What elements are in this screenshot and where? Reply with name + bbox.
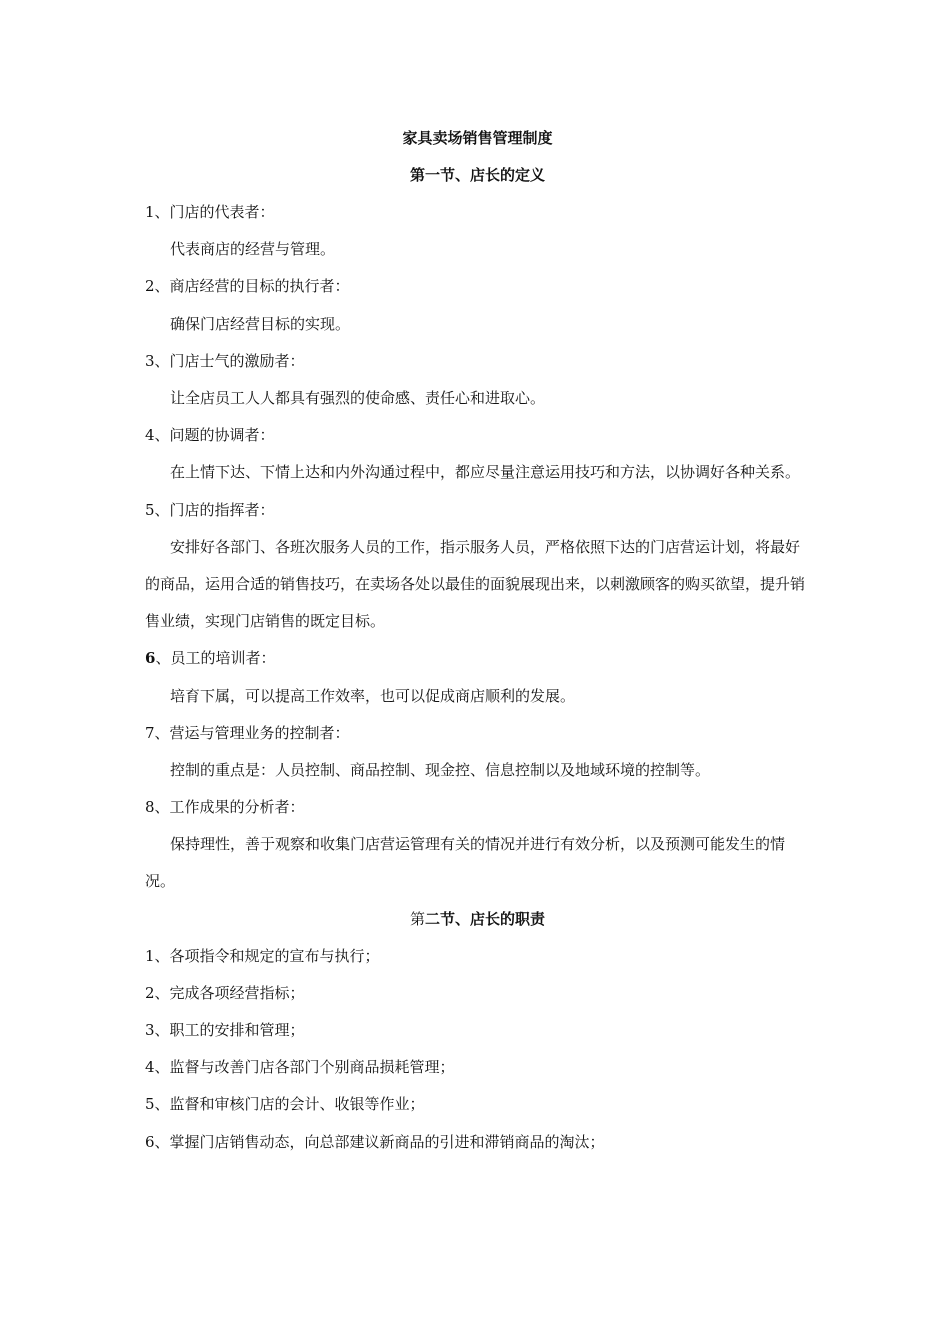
item-4-body: 在上情下达、下情上达和内外沟通过程中，都应尽量注意运用技巧和方法，以协调好各种关系。 (170, 463, 801, 482)
item-7-body: 控制的重点是：人员控制、商品控制、现金控、信息控制以及地域环境的控制等。 (170, 760, 711, 779)
item-2-body: 确保门店经营目标的实现。 (170, 314, 351, 333)
item-1-body: 代表商店的经营与管理。 (170, 240, 336, 259)
document-body (145, 120, 810, 1161)
duty-2: 2、完成各项经营指标； (145, 983, 305, 1002)
item-8-body: 保持理性，善于观察和收集门店营运管理有关的情况并进行有效分析，以及预测可能发生的情况。 (145, 835, 786, 891)
item-6-heading-text: 、员工的培训者： (155, 649, 276, 668)
duty-1: 1、各项指令和规定的宣布与执行； (145, 946, 380, 965)
item-3-body: 让全店员工人人都具有强烈的使命感、责任心和进取心。 (170, 388, 546, 407)
item-4-heading: 4、问题的协调者： (145, 426, 275, 445)
item-5-body: 安排好各部门、各班次服务人员的工作，指示服务人员，严格依照下达的门店营运计划，将最好的商品，运用合适的销售技巧，在卖场各处以最佳的面貌展现出来，以刺激顾客的购买欲望，提升销售业绩，实现门店销售的既定目标。 (145, 537, 806, 631)
section-1-title: 第一节、店长的定义 (409, 166, 545, 184)
section-2-title-prefix: 第 (409, 909, 425, 928)
item-2-heading: 2、商店经营的目标的执行者： (145, 277, 350, 296)
duty-6: 6、掌握门店销售动态，向总部建议新商品的引进和滞销商品的淘汰； (145, 1132, 605, 1151)
item-6-heading (145, 640, 810, 677)
item-6-number: 6 (145, 649, 156, 668)
item-7-heading: 7、营运与管理业务的控制者： (145, 723, 350, 742)
item-1-heading: 1、门店的代表者： (145, 203, 275, 221)
item-5-heading: 5、门店的指挥者： (145, 500, 275, 519)
section-2-title (145, 901, 810, 938)
duty-5: 5、监督和审核门店的会计、收银等作业； (145, 1095, 425, 1114)
duty-4: 4、监督与改善门店各部门个别商品损耗管理； (145, 1058, 455, 1077)
section-2-title-rest: 二节、店长的职责 (425, 909, 546, 928)
item-8-heading: 8、工作成果的分析者： (145, 798, 305, 817)
item-3-heading: 3、门店士气的激励者： (145, 351, 305, 370)
duty-3: 3、职工的安排和管理； (145, 1021, 305, 1040)
document-title: 家具卖场销售管理制度 (402, 129, 553, 147)
item-6-body: 培育下属，可以提高工作效率，也可以促成商店顺利的发展。 (170, 686, 576, 705)
